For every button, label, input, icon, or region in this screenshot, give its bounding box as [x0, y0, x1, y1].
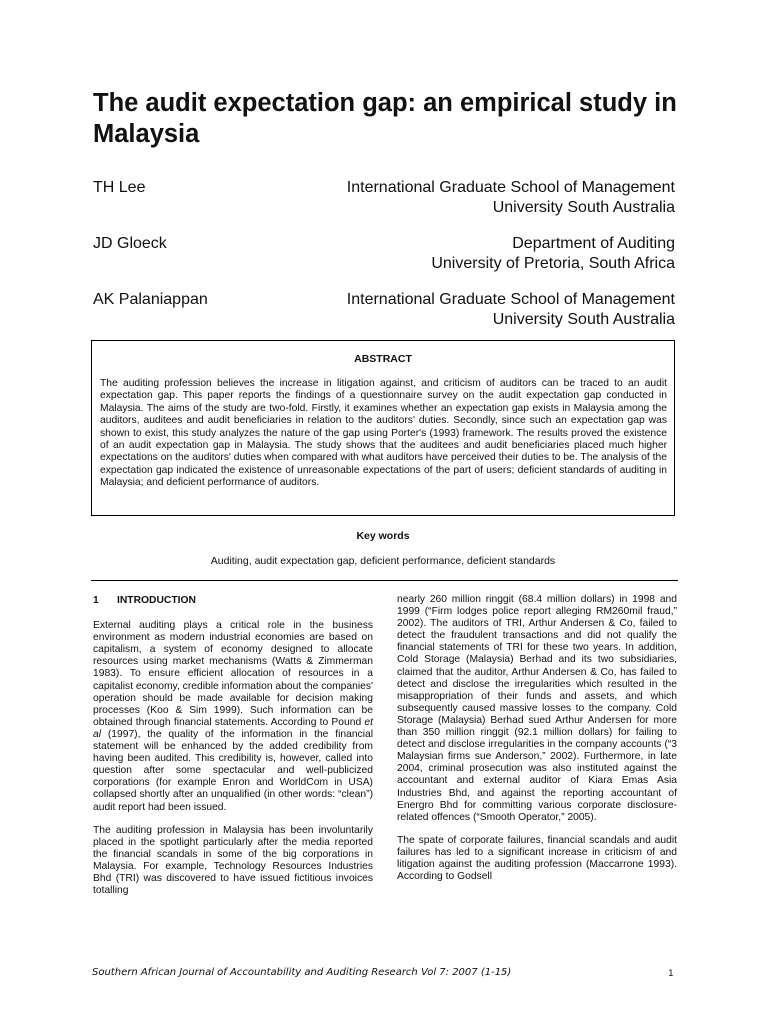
page-number: 1: [668, 969, 674, 979]
author-name: AK Palaniappan: [93, 291, 208, 308]
affiliation-line: University South Australia: [492, 199, 675, 216]
author-name: TH Lee: [93, 179, 146, 196]
body-paragraph: The auditing profession in Malaysia has been involuntarily placed in the spotlight particularly after the media reported the financial scandals in some of the big corporations in Malaysia. For example, Technology Resources Industries Bhd (TRI) was discovered to have issued fictitious invoices totalling: [93, 824, 373, 897]
affiliation-line: Department of Auditing: [512, 235, 675, 252]
author-affiliation: [347, 178, 675, 218]
abstract-heading: ABSTRACT: [354, 353, 412, 365]
section-title: INTRODUCTION: [117, 595, 196, 606]
right-column: [397, 594, 677, 894]
keywords-text: Auditing, audit expectation gap, deficient performance, deficient standards: [210, 555, 556, 567]
text-run: External auditing plays a critical role in the business environment as modern industrial economies are based on capitalism, a system of economy designed to allocate resources using market mechanisms (Watts & Zimmerman 1983). To ensure efficient allocation of resources in a capitalist economy, credible information about the companies' operation should be made available for decision making processes (Koo & Sim 1999). Such information can be obtained through financial statements. According to Pound: [93, 620, 373, 728]
affiliation-line: International Graduate School of Management: [346, 291, 675, 308]
section-divider: [91, 580, 678, 581]
body-paragraph: nearly 260 million ringgit (68.4 million dollars) in 1998 and 1999 (“Firm lodges police report alleging RM260mil fraud,” 2002). The auditors of TRI, Arthur Andersen & Co, failed to detect the fraudulent transactions and did not qualify the financial statements of TRI for these two years. In addition, Cold Storage (Malaysia) Berhad and its two subsidiaries, claimed that the auditor, Arthur Andersen & Co, has failed to detect and disclose the irregularities which resulted in the misappropriation of their funds and assets, and which subsequently caused massive losses to the company. Cold Storage (Malaysia) Berhad sued Arthur Andersen for more than 350 million ringgit (92.1 million dollars) for failing to detect and disclose irregularities in the company accounts (“3 Malaysian firms sue Anderson,” 2002). Furthermore, in late 2004, criminal prosecution was also instituted against the accountant and external auditor of Kiara Emas Asia Industries Bhd, and against the reporting accountant of Energro Bhd for committing various corporate disclosure-related offences (“Smooth Operator,” 2005).: [397, 594, 677, 823]
paper-title: The audit expectation gap: an empirical study in Malaysia: [93, 89, 677, 148]
text-run: (1997), the quality of the information in the financial statement will be enhanced by the added credibility from having been audited. This credibility is, however, called into question after some spectacular and well-publicized corporations (for example Enron and WorldCom in USA) collapsed shortly after an unqualified (in other words: “clean”) audit report had been issued.: [93, 728, 373, 813]
abstract-box: [91, 340, 675, 516]
body-paragraph: The spate of corporate failures, financial scandals and audit failures has led to a significant increase in criticism of and litigation against the auditing profession (Maccarrone 1993). According to Godsell: [397, 834, 677, 883]
body-paragraph: [93, 620, 373, 814]
affiliation-line: University South Australia: [492, 311, 675, 328]
section-heading: [93, 595, 373, 607]
affiliation-line: International Graduate School of Management: [346, 179, 675, 196]
abstract-text: The auditing profession believes the increase in litigation against, and criticism of auditors can be traced to an audit expectation gap. This paper reports the findings of a questionnaire survey on the audit expectation gap conducted in Malaysia. The aims of the study are two-fold. Firstly, it examines whether an expectation gap exists in Malaysia among the auditors, auditees and audit beneficiaries in relation to the auditors' duties. Secondly, since such an expectation gap was shown to exist, this study analyzes the nature of the gap using Porter's (1993) framework. The results proved the existence of an audit expectation gap in Malaysia. The study shows that the auditees and audit beneficiaries placed much higher expectations on the auditors' duties when compared with what auditors have perceived their duties to be. The analysis of the expectation gap indicated the existence of unreasonable expectations of the part of users; deficient standards of auditing in Malaysia; and deficient performance of auditors.: [100, 378, 667, 489]
keywords-heading: Key words: [356, 530, 410, 542]
author-name: JD Gloeck: [93, 235, 167, 252]
author-affiliation: [347, 290, 675, 330]
text-italic: et al: [93, 716, 373, 740]
author-affiliation: [431, 234, 675, 274]
journal-footer: Southern African Journal of Accountability and Auditing Research Vol 7: 2007 (1-15): [92, 967, 512, 978]
section-number: 1: [93, 595, 99, 606]
affiliation-line: University of Pretoria, South Africa: [431, 255, 675, 272]
left-column: [93, 594, 373, 908]
